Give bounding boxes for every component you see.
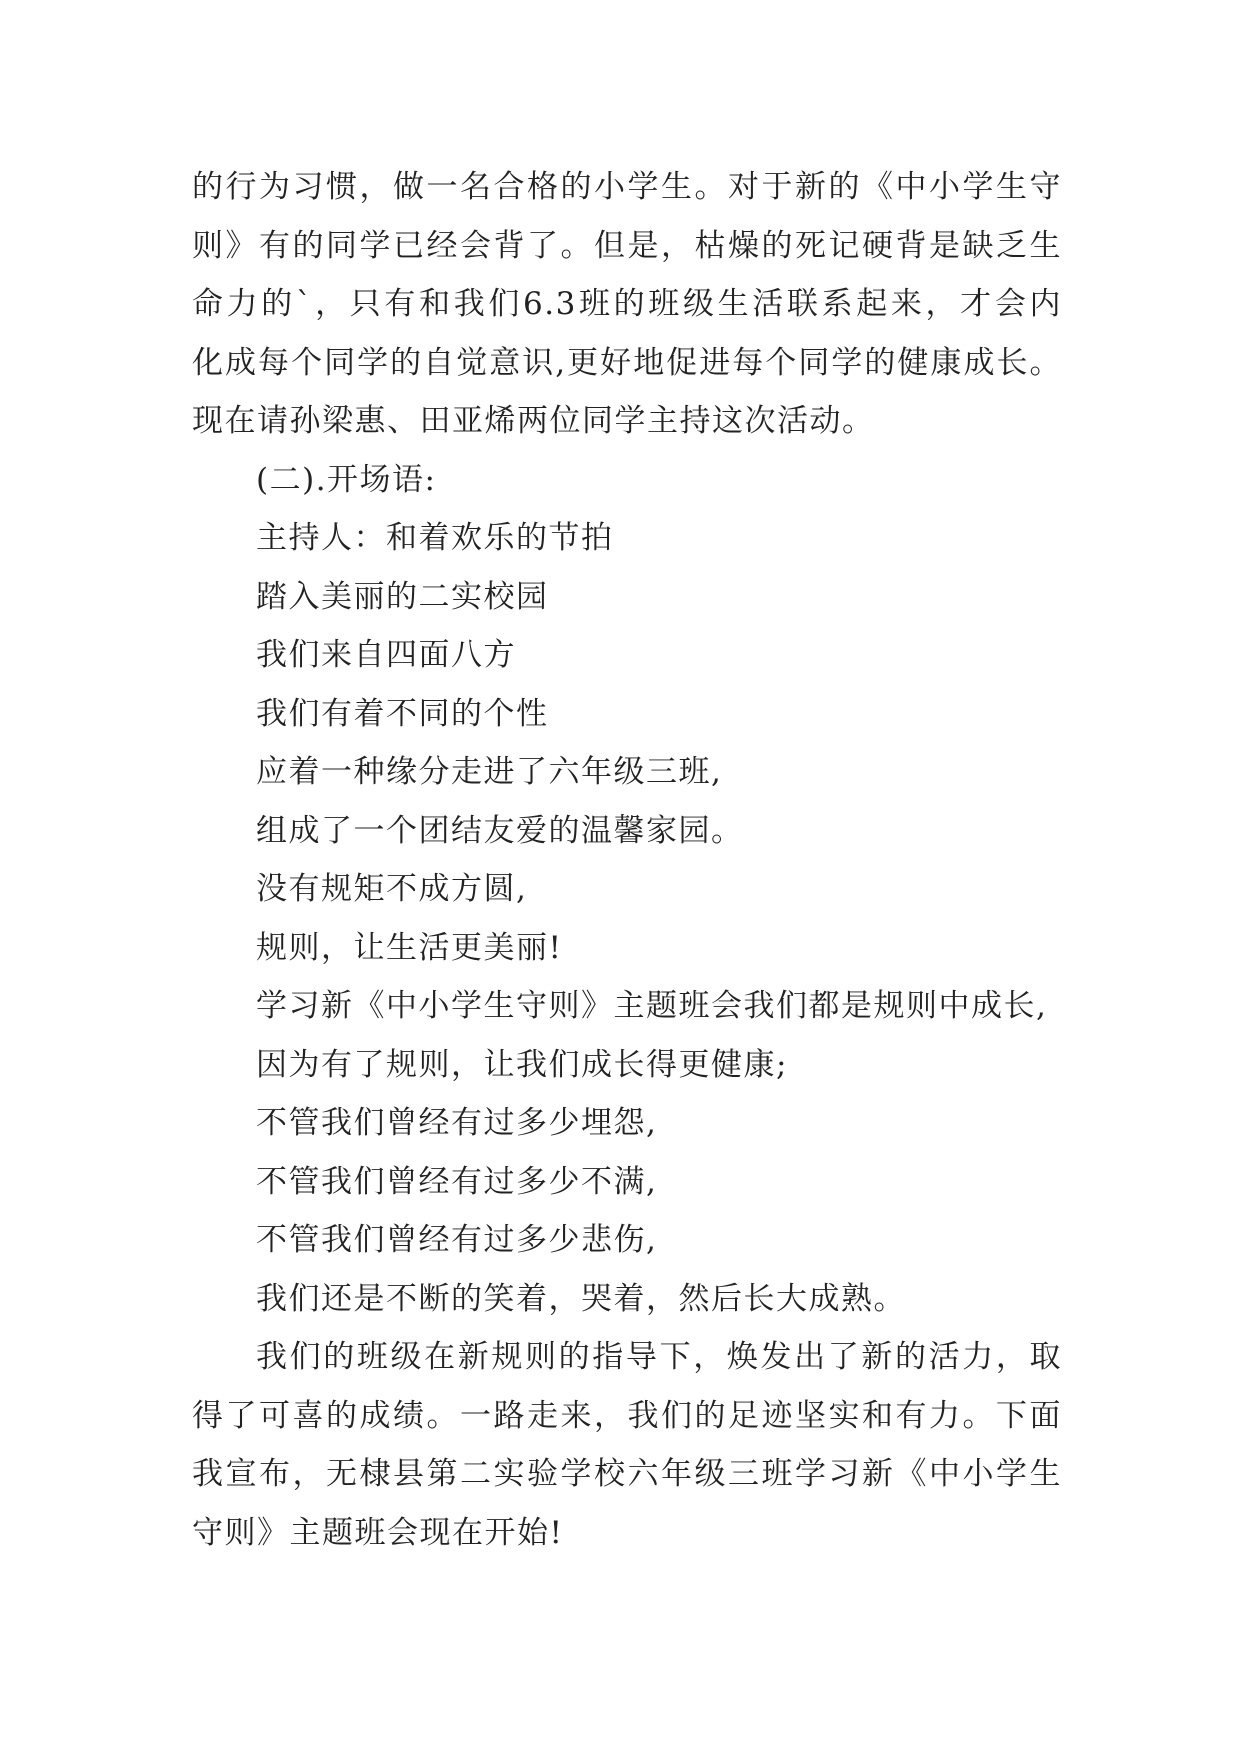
speech-line: 应着一种缘分走进了六年级三班,: [256, 754, 723, 790]
speech-line: 没有规矩不成方圆,: [256, 871, 528, 907]
speech-line: 我们有着不同的个性: [256, 695, 549, 732]
speech-line: 主持人：和着欢乐的节拍: [256, 520, 614, 556]
paragraph-line: 我宣布，无棣县第二实验学校六年级三班学习新《中小学生: [192, 1456, 1062, 1492]
speech-line: 组成了一个团结友爱的温馨家园。: [256, 812, 744, 849]
paragraph-line: 得了可喜的成绩。一路走来，我们的足迹坚实和有力。下面: [192, 1397, 1062, 1434]
speech-line: 不管我们曾经有过多少不满,: [256, 1163, 658, 1200]
paragraph-line: 化成每个同学的自觉意识,更好地促进每个同学的健康成长。: [192, 344, 1062, 381]
document-body: [192, 158, 1062, 1562]
paragraph-line: 现在请孙梁惠、田亚烯两位同学主持这次活动。: [192, 403, 875, 439]
speech-line: 因为有了规则，让我们成长得更健康;: [256, 1046, 788, 1083]
section-heading: (二).开场语:: [256, 461, 437, 498]
paragraph-line: 的行为习惯，做一名合格的小学生。对于新的《中小学生守: [192, 169, 1062, 205]
speech-line: 规则，让生活更美丽!: [256, 929, 563, 966]
speech-line: 踏入美丽的二实校园: [256, 578, 549, 615]
speech-line: 我们还是不断的笑着，哭着，然后长大成熟。: [256, 1280, 906, 1317]
speech-line: 不管我们曾经有过多少悲伤,: [256, 1222, 658, 1258]
speech-line: 学习新《中小学生守则》主题班会我们都是规则中成长,: [256, 988, 1048, 1024]
paragraph-line: 则》有的同学已经会背了。但是，枯燥的死记硬背是缺乏生: [192, 227, 1062, 264]
speech-line: 我们来自四面八方: [256, 637, 516, 673]
speech-line: 不管我们曾经有过多少埋怨,: [256, 1105, 658, 1141]
paragraph-line: 守则》主题班会现在开始!: [192, 1514, 564, 1551]
paragraph-line: 我们的班级在新规则的指导下，焕发出了新的活力，取: [256, 1339, 1062, 1375]
paragraph-line: 命力的`，只有和我们6.3班的班级生活联系起来，才会内: [192, 286, 1062, 322]
